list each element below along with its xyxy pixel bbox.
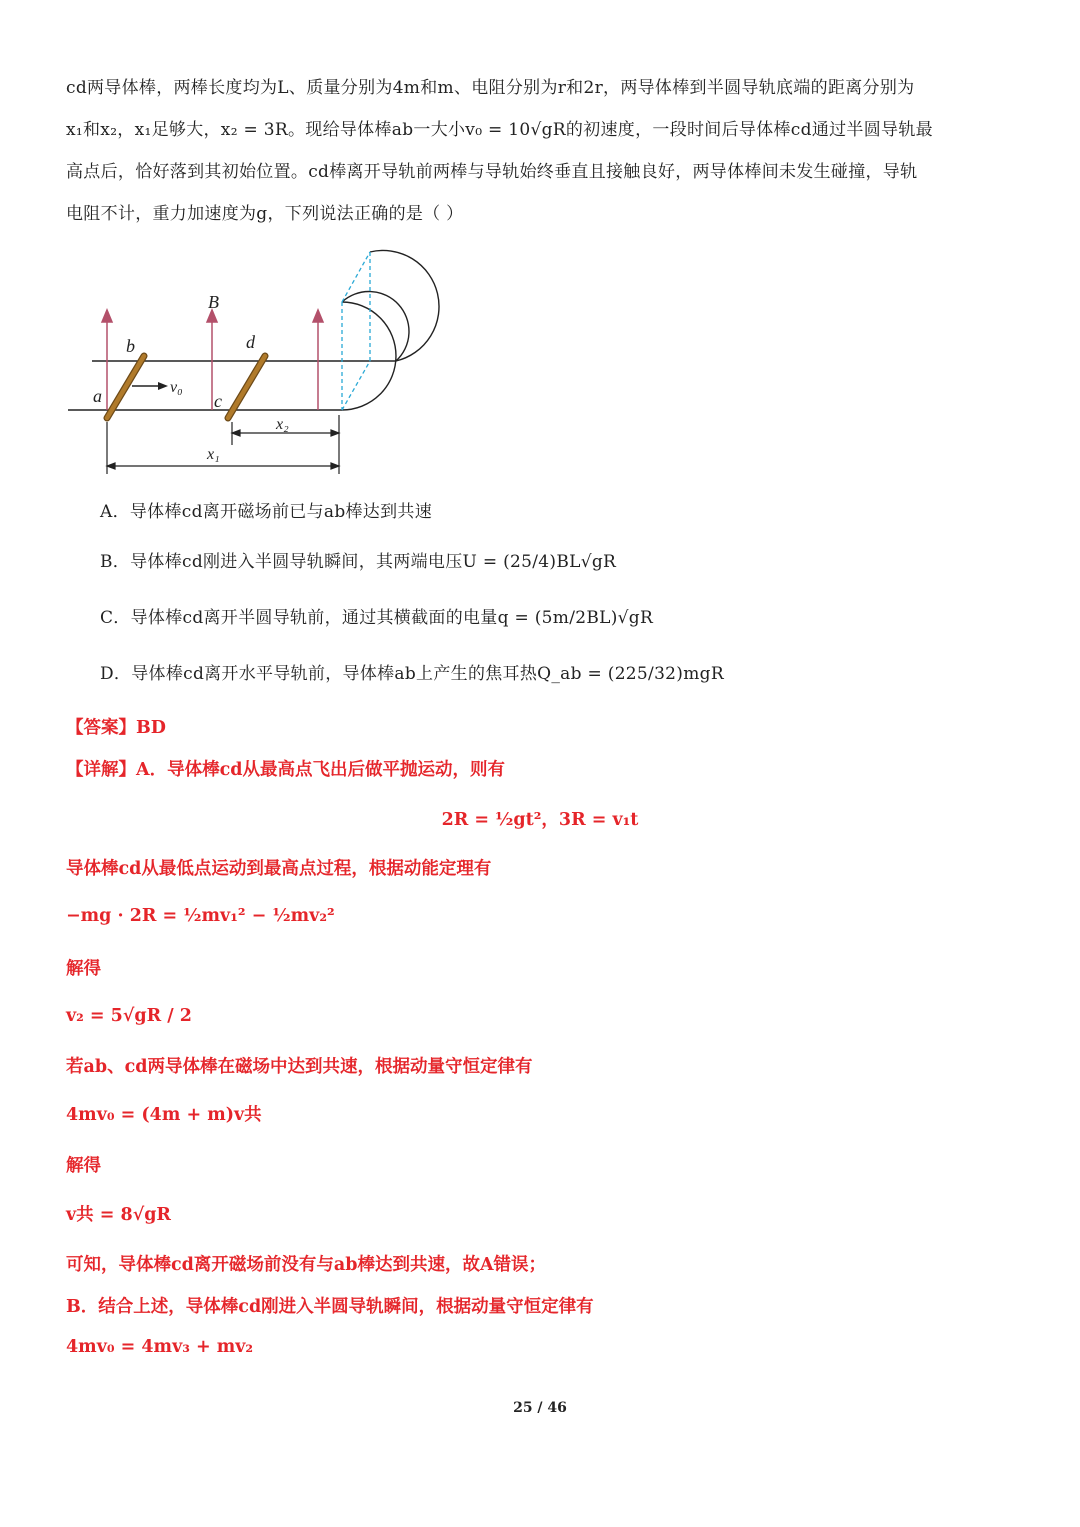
equation-4: 4mv₀ = (4m + m)v共 bbox=[66, 1105, 262, 1125]
equation-6: 4mv₀ = 4mv₃ + mv₂ bbox=[66, 1337, 254, 1357]
question-line-2: x₁和x₂，x₁足够大，x₂ = 3R。现给导体棒ab一大小v₀ = 10√gR的初速度，一段时间后导体棒cd通过半圆导轨最 bbox=[66, 120, 933, 140]
option-c: C．导体棒cd离开半圆导轨前，通过其横截面的电量q = (5m/2BL)√gR bbox=[100, 608, 654, 628]
rod-ab bbox=[107, 356, 144, 418]
dimension-lines bbox=[107, 415, 339, 474]
detail-heading: 【详解】A．导体棒cd从最高点飞出后做平抛运动，则有 bbox=[66, 760, 505, 780]
equation-2: −mg · 2R = ½mv₁² − ½mv₂² bbox=[66, 906, 335, 926]
solve-label-2: 解得 bbox=[66, 1156, 101, 1176]
question-line-4: 电阻不计，重力加速度为g，下列说法正确的是（ ） bbox=[66, 204, 464, 224]
option-d: D．导体棒cd离开水平导轨前，导体棒ab上产生的焦耳热Q_ab = (225/32)mgR bbox=[100, 664, 724, 684]
page-number: 25 / 46 bbox=[513, 1400, 567, 1416]
option-a: A．导体棒cd离开磁场前已与ab棒达到共速 bbox=[100, 502, 432, 522]
question-line-1: cd两导体棒，两棒长度均为L、质量分别为4m和m、电阻分别为r和2r，两导体棒到半圆导轨底端的距离分别为 bbox=[66, 78, 915, 98]
solution-text-4: B．结合上述，导体棒cd刚进入半圆导轨瞬间，根据动量守恒定律有 bbox=[66, 1297, 594, 1317]
equation-1: 2R = ½gt²，3R = v₁t bbox=[441, 810, 639, 830]
velocity-arrowhead bbox=[158, 382, 168, 390]
semicircle-join bbox=[342, 292, 409, 361]
equation-3: v₂ = 5√gR / 2 bbox=[66, 1006, 192, 1026]
option-b: B．导体棒cd刚进入半圆导轨瞬间，其两端电压U = (25/4)BL√gR bbox=[100, 552, 617, 572]
semicircle-rail-lower bbox=[342, 302, 396, 410]
label-x2: x₂ bbox=[276, 416, 289, 433]
rod-cd bbox=[228, 356, 265, 418]
answer: 【答案】BD bbox=[66, 718, 166, 738]
label-x1: x₁ bbox=[207, 446, 220, 463]
label-d: d bbox=[246, 332, 255, 352]
label-B: B bbox=[208, 292, 219, 312]
semicircle-plane-dashed bbox=[342, 252, 370, 410]
solution-text-3: 可知，导体棒cd离开磁场前没有与ab棒达到共速，故A错误； bbox=[66, 1255, 547, 1275]
semicircle-rail-upper bbox=[370, 250, 439, 361]
question-line-3: 高点后，恰好落到其初始位置。cd棒离开导轨前两棒与导轨始终垂直且接触良好，两导体棒间未发生碰撞，导轨 bbox=[66, 162, 918, 182]
solve-label-1: 解得 bbox=[66, 959, 101, 979]
label-b: b bbox=[126, 336, 135, 356]
label-v0: v₀ bbox=[170, 379, 183, 396]
label-a: a bbox=[93, 386, 102, 406]
equation-5: v共 = 8√gR bbox=[66, 1205, 171, 1225]
field-arrows bbox=[102, 310, 323, 410]
rail-diagram bbox=[60, 240, 440, 480]
label-c: c bbox=[214, 391, 222, 411]
solution-text-2: 若ab、cd两导体棒在磁场中达到共速，根据动量守恒定律有 bbox=[66, 1057, 533, 1077]
solution-text-1: 导体棒cd从最低点运动到最高点过程，根据动能定理有 bbox=[66, 859, 492, 879]
